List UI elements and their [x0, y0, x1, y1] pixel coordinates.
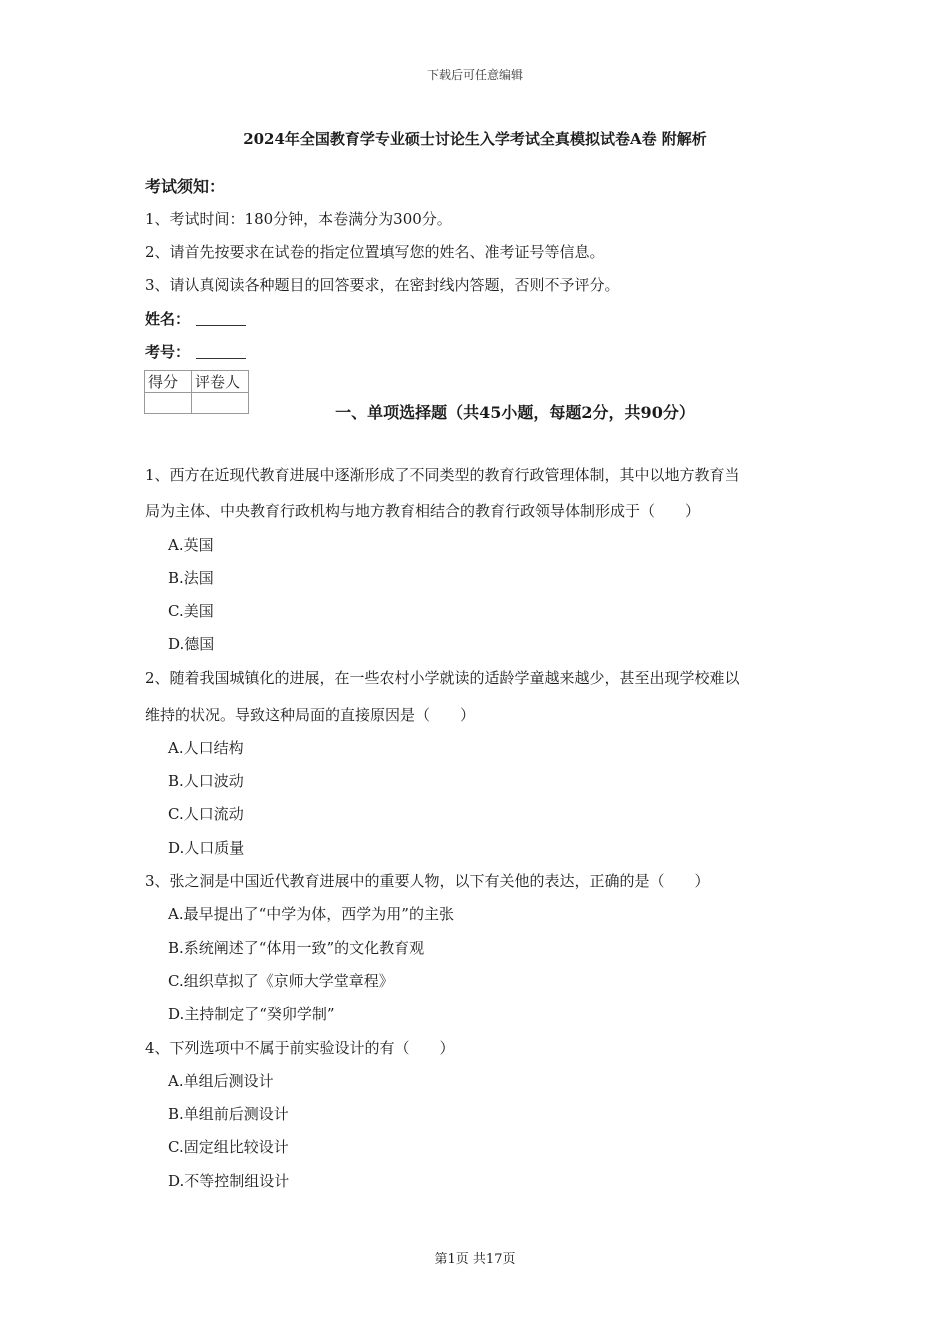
question-2-option-a: A.人口结构: [168, 739, 244, 757]
question-4-line-1: 4、下列选项中不属于前实验设计的有（ ）: [145, 1039, 455, 1057]
question-3-option-a: A.最早提出了“中学为体，西学为用”的主张: [168, 905, 454, 923]
question-2-option-b: B.人口波动: [168, 772, 244, 790]
section-title: 一、单项选择题（共45小题，每题2分，共90分）: [335, 403, 695, 422]
name-blank[interactable]: [196, 311, 246, 326]
question-1-option-a: A.英国: [168, 536, 214, 554]
score-header: 得分: [145, 371, 192, 393]
question-2-option-d: D.人口质量: [168, 839, 245, 857]
question-1-line-1: 1、西方在近现代教育进展中逐渐形成了不同类型的教育行政管理体制，其中以地方教育当: [145, 466, 740, 484]
header-note: 下载后可任意编辑: [426, 68, 523, 82]
name-label: 姓名：: [145, 310, 191, 328]
question-2-line-2: 维持的状况。导致这种局面的直接原因是（ ）: [145, 706, 476, 724]
id-label: 考号：: [145, 343, 191, 361]
document-title: 2024年全国教育学专业硕士讨论生入学考试全真模拟试卷A卷 附解析: [243, 130, 707, 148]
question-3-option-c: C.组织草拟了《京师大学堂章程》: [168, 972, 394, 990]
question-3-option-d: D.主持制定了“癸卯学制”: [168, 1005, 335, 1023]
notice-item: 1、考试时间：180分钟，本卷满分为300分。: [145, 210, 452, 228]
page-footer: 第1页 共17页: [434, 1252, 516, 1267]
question-4-option-a: A.单组后测设计: [168, 1072, 274, 1090]
name-field: [145, 308, 246, 329]
question-3-line-1: 3、张之洞是中国近代教育进展中的重要人物，以下有关他的表达，正确的是（ ）: [145, 872, 710, 890]
notice-heading: 考试须知：: [145, 177, 226, 196]
question-4-option-c: C.固定组比较设计: [168, 1138, 289, 1156]
question-1-line-2: 局为主体、中央教育行政机构与地方教育相结合的教育行政领导体制形成于（ ）: [145, 502, 701, 520]
notice-item: 3、请认真阅读各种题目的回答要求，在密封线内答题，否则不予评分。: [145, 276, 620, 294]
grader-header: 评卷人: [192, 371, 249, 393]
id-field: [145, 341, 246, 362]
question-1-option-c: C.美国: [168, 602, 214, 620]
question-2-option-c: C.人口流动: [168, 805, 244, 823]
question-3-option-b: B.系统阐述了“体用一致”的文化教育观: [168, 939, 425, 957]
id-blank[interactable]: [196, 344, 246, 359]
question-1-option-b: B.法国: [168, 569, 214, 587]
question-4-option-b: B.单组前后测设计: [168, 1105, 289, 1123]
notice-item: 2、请首先按要求在试卷的指定位置填写您的姓名、准考证号等信息。: [145, 243, 605, 261]
question-1-option-d: D.德国: [168, 635, 215, 653]
question-4-option-d: D.不等控制组设计: [168, 1172, 290, 1190]
question-2-line-1: 2、随着我国城镇化的进展，在一些农村小学就读的适龄学童越来越少，甚至出现学校难以: [145, 669, 740, 687]
